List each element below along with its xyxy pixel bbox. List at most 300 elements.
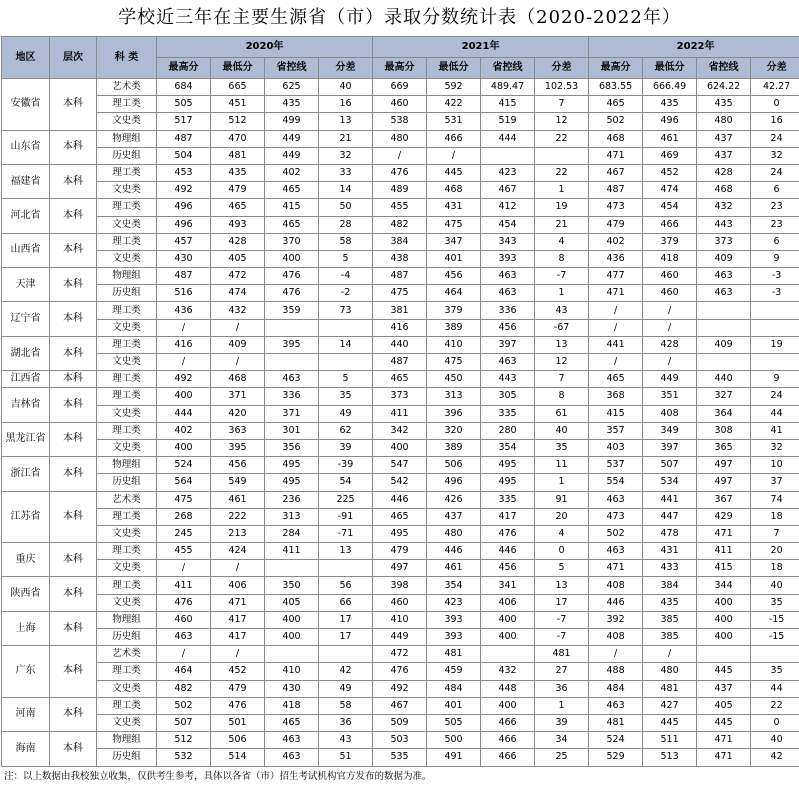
score-cell: 471 [697,525,751,542]
score-cell: 480 [643,663,697,680]
score-cell: 433 [643,560,697,577]
score-cell: 496 [643,113,697,130]
score-cell: 463 [481,354,535,371]
score-cell: 449 [265,147,319,164]
score-cell: 36 [535,680,589,697]
score-cell: 426 [427,491,481,508]
score-cell: 14 [319,182,373,199]
score-cell: 554 [589,474,643,491]
score-cell: 438 [373,250,427,267]
score-cell: 475 [427,216,481,233]
score-cell [751,646,799,663]
score-cell: 1 [535,474,589,491]
subject-cell: 理工类 [97,543,157,560]
score-cell: 481 [427,646,481,663]
table-row [2,216,799,233]
score-cell: 367 [697,491,751,508]
score-cell: 471 [589,147,643,164]
score-cell: 471 [697,749,751,766]
score-cell: 495 [265,474,319,491]
score-cell: 19 [751,336,799,353]
score-cell: 465 [265,714,319,731]
score-cell: 27 [535,663,589,680]
score-cell: 496 [427,474,481,491]
score-cell: 51 [319,749,373,766]
score-cell: -3 [751,268,799,285]
score-cell: 503 [373,732,427,749]
score-cell: 592 [427,79,481,96]
score-cell: 22 [535,130,589,147]
table-row [2,680,799,697]
score-cell: 502 [589,113,643,130]
score-cell: 0 [751,96,799,113]
score-cell: 456 [427,268,481,285]
level-cell: 本科 [50,130,97,164]
score-cell: 466 [481,714,535,731]
score-cell: 435 [643,594,697,611]
score-cell: 471 [589,285,643,302]
subject-cell: 文史类 [97,182,157,199]
score-cell: 506 [427,457,481,474]
score-cell: 476 [481,525,535,542]
score-cell: 18 [751,508,799,525]
level-cell: 本科 [50,79,97,131]
score-cell: 35 [535,439,589,456]
subject-cell: 文史类 [97,714,157,731]
score-cell: 476 [373,663,427,680]
score-cell: 13 [319,543,373,560]
score-cell: 25 [535,749,589,766]
score-cell: -4 [319,268,373,285]
score-cell: 415 [481,96,535,113]
level-header: 层次 [50,37,97,79]
score-cell: 437 [697,147,751,164]
table-row [2,147,799,164]
score-cell: 440 [373,336,427,353]
score-cell: 379 [643,233,697,250]
level-cell: 本科 [50,199,97,233]
score-cell: 481 [589,714,643,731]
score-cell: 408 [589,577,643,594]
table-row [2,629,799,646]
score-cell: 467 [589,164,643,181]
score-cell: 33 [319,164,373,181]
province-cell: 黑龙江省 [2,422,50,456]
table-row [2,233,799,250]
table-row [2,164,799,181]
score-cell: 665 [211,79,265,96]
score-cell: 497 [697,457,751,474]
level-cell: 本科 [50,732,97,766]
score-cell: 14 [319,336,373,353]
table-row [2,646,799,663]
score-cell: 411 [697,543,751,560]
score-cell [319,646,373,663]
score-cell: 431 [427,199,481,216]
score-cell: 408 [589,629,643,646]
score-cell: 359 [265,302,319,319]
score-cell: 479 [589,216,643,233]
score-cell: 363 [211,422,265,439]
score-cell: -71 [319,525,373,542]
score-cell [697,302,751,319]
table-row [2,714,799,731]
score-cell: 487 [157,268,211,285]
score-cell: 17 [535,594,589,611]
score-cell: 1 [535,697,589,714]
score-cell: 465 [373,371,427,388]
subject-cell: 文史类 [97,680,157,697]
score-cell: 460 [157,611,211,628]
metric-header: 最高分 [373,58,427,79]
province-cell: 湖北省 [2,336,50,370]
score-cell: 470 [211,130,265,147]
table-row [2,474,799,491]
score-cell: 450 [427,371,481,388]
province-cell: 上海 [2,611,50,645]
score-cell: 381 [373,302,427,319]
score-cell: 368 [589,388,643,405]
score-cell: / [589,302,643,319]
score-cell: 474 [211,285,265,302]
score-cell: 395 [265,336,319,353]
score-cell: 9 [751,250,799,267]
score-cell: 408 [643,405,697,422]
score-cell: 493 [211,216,265,233]
score-cell: 489.47 [481,79,535,96]
score-cell: 400 [157,439,211,456]
score-cell: 532 [157,749,211,766]
subject-cell: 文史类 [97,113,157,130]
score-cell: 507 [643,457,697,474]
metric-header: 最低分 [643,58,697,79]
subject-cell: 文史类 [97,405,157,422]
score-cell: 365 [697,439,751,456]
score-cell: 385 [643,629,697,646]
score-cell: 341 [481,577,535,594]
score-cell: 463 [589,697,643,714]
score-cell: 1 [535,285,589,302]
score-cell: 410 [265,663,319,680]
score-cell: 464 [157,663,211,680]
level-cell: 本科 [50,543,97,577]
score-cell: 437 [697,130,751,147]
score-cell: 343 [481,233,535,250]
score-cell: 460 [643,285,697,302]
score-cell: 476 [265,268,319,285]
score-cell: 423 [481,164,535,181]
subject-cell: 理工类 [97,96,157,113]
score-cell: 449 [643,371,697,388]
score-cell: 7 [535,371,589,388]
score-cell: 480 [373,130,427,147]
score-cell: 13 [535,336,589,353]
score-cell: 6 [751,233,799,250]
score-cell: 423 [427,594,481,611]
score-cell: 400 [481,629,535,646]
score-cell: 465 [211,199,265,216]
score-cell: 479 [211,182,265,199]
subject-cell: 理工类 [97,336,157,353]
subject-cell: 物理组 [97,457,157,474]
score-cell [751,319,799,336]
score-cell: 452 [211,663,265,680]
table-row [2,285,799,302]
score-cell: 463 [481,285,535,302]
table-row [2,405,799,422]
score-cell: 236 [265,491,319,508]
table-row [2,354,799,371]
score-cell: 409 [697,336,751,353]
score-cell: 482 [373,216,427,233]
table-row [2,732,799,749]
score-cell: 402 [265,164,319,181]
score-cell: 463 [265,732,319,749]
score-cell: / [211,560,265,577]
table-row [2,508,799,525]
score-cell: -7 [535,268,589,285]
score-cell: 624.22 [697,79,751,96]
score-cell: 401 [427,250,481,267]
score-cell: 342 [373,422,427,439]
score-cell: 389 [427,319,481,336]
subject-header: 科 类 [97,37,157,79]
score-cell: 43 [535,302,589,319]
score-cell: 424 [211,543,265,560]
province-cell: 江苏省 [2,491,50,543]
score-cell: 468 [589,130,643,147]
score-cell: 481 [535,646,589,663]
region-header: 地区 [2,37,50,79]
subject-cell: 物理组 [97,268,157,285]
subject-cell: 艺术类 [97,79,157,96]
admission-score-table [1,36,799,767]
subject-cell: 物理组 [97,611,157,628]
metric-header: 最低分 [211,58,265,79]
score-cell: 32 [751,147,799,164]
score-cell: 535 [373,749,427,766]
score-cell [319,319,373,336]
score-cell: 455 [157,543,211,560]
metric-header: 最低分 [427,58,481,79]
score-cell: 61 [535,405,589,422]
score-cell: 463 [265,371,319,388]
subject-cell: 文史类 [97,250,157,267]
score-cell: 474 [643,182,697,199]
score-cell: 412 [481,199,535,216]
score-cell: 418 [265,697,319,714]
level-cell: 本科 [50,268,97,302]
table-row [2,302,799,319]
score-cell [697,646,751,663]
score-cell [481,147,535,164]
score-cell: 456 [481,560,535,577]
score-cell: 401 [427,697,481,714]
metric-header: 省控线 [265,58,319,79]
score-cell: 480 [697,113,751,130]
score-cell: 405 [697,697,751,714]
province-cell: 广东 [2,646,50,698]
score-cell: 468 [697,182,751,199]
score-cell: 371 [265,405,319,422]
score-cell: 398 [373,577,427,594]
score-cell: 4 [535,233,589,250]
score-cell: 459 [427,663,481,680]
score-cell: 517 [157,113,211,130]
score-cell: 41 [751,422,799,439]
level-cell: 本科 [50,371,97,388]
score-cell: 489 [373,182,427,199]
score-cell: 4 [535,525,589,542]
score-cell: 410 [373,611,427,628]
score-cell: 432 [211,302,265,319]
score-cell: / [643,302,697,319]
subject-cell: 文史类 [97,354,157,371]
score-cell: 437 [697,680,751,697]
metric-header: 最高分 [157,58,211,79]
score-cell: 512 [211,113,265,130]
score-cell: 431 [643,543,697,560]
score-cell: 456 [481,319,535,336]
score-cell: 385 [643,611,697,628]
score-cell: 502 [157,697,211,714]
score-cell: 102.53 [535,79,589,96]
score-cell: 463 [697,285,751,302]
score-cell: 451 [211,96,265,113]
score-cell: 475 [373,285,427,302]
score-cell: 36 [319,714,373,731]
score-cell: 454 [643,199,697,216]
score-cell: 39 [319,439,373,456]
score-cell: 49 [319,405,373,422]
score-cell: 349 [643,422,697,439]
year-header-2020: 2020年 [157,37,373,58]
score-cell: -7 [535,611,589,628]
score-cell: 445 [697,714,751,731]
score-cell [535,147,589,164]
score-cell: -15 [751,611,799,628]
score-cell: 356 [265,439,319,456]
score-cell: 472 [373,646,427,663]
score-cell: -67 [535,319,589,336]
score-cell: 504 [157,147,211,164]
score-cell: / [643,354,697,371]
score-cell: 74 [751,491,799,508]
metric-header: 分差 [535,58,589,79]
year-header-2021: 2021年 [373,37,589,58]
subject-cell: 理工类 [97,302,157,319]
score-cell: 35 [319,388,373,405]
score-cell: 23 [751,216,799,233]
score-cell: 20 [535,508,589,525]
score-cell: 393 [427,629,481,646]
score-cell: 420 [211,405,265,422]
subject-cell: 历史组 [97,147,157,164]
score-cell: 476 [265,285,319,302]
score-cell: 42 [319,663,373,680]
score-cell: 466 [481,732,535,749]
province-cell: 天津 [2,268,50,302]
score-cell: 476 [373,164,427,181]
score-cell: 445 [643,714,697,731]
score-cell: / [157,560,211,577]
level-cell: 本科 [50,646,97,698]
score-cell: 410 [427,336,481,353]
score-cell: 435 [211,164,265,181]
score-cell: 373 [373,388,427,405]
score-cell: 448 [481,680,535,697]
score-cell: 0 [535,543,589,560]
score-cell: 497 [697,474,751,491]
score-cell: 280 [481,422,535,439]
score-cell: 9 [751,371,799,388]
score-cell: 460 [643,268,697,285]
subject-cell: 物理组 [97,732,157,749]
score-cell: 684 [157,79,211,96]
score-cell: 432 [697,199,751,216]
score-cell: 461 [211,491,265,508]
score-cell: / [211,319,265,336]
score-cell: 505 [157,96,211,113]
score-cell: 487 [373,268,427,285]
score-cell: 327 [697,388,751,405]
score-cell: 443 [481,371,535,388]
province-cell: 山西省 [2,233,50,267]
score-cell: 23 [751,199,799,216]
score-cell: 444 [157,405,211,422]
subject-cell: 理工类 [97,164,157,181]
score-cell: / [427,147,481,164]
score-cell: 409 [211,336,265,353]
score-cell: 305 [481,388,535,405]
score-cell: 514 [211,749,265,766]
score-cell [697,319,751,336]
score-cell: 56 [319,577,373,594]
score-cell: 531 [427,113,481,130]
score-cell: 495 [373,525,427,542]
score-cell: 446 [373,491,427,508]
score-cell: 446 [427,543,481,560]
score-cell: -15 [751,629,799,646]
score-cell: 40 [535,422,589,439]
score-cell: 400 [265,250,319,267]
score-cell: 460 [373,594,427,611]
score-cell: 336 [265,388,319,405]
subject-cell: 历史组 [97,285,157,302]
score-cell: 24 [751,130,799,147]
metric-header: 分差 [319,58,373,79]
score-cell: 40 [751,732,799,749]
score-cell: 10 [751,457,799,474]
score-cell: 488 [589,663,643,680]
score-cell: 320 [427,422,481,439]
table-row [2,577,799,594]
province-cell: 吉林省 [2,388,50,422]
table-row [2,491,799,508]
score-cell: 683.55 [589,79,643,96]
score-cell: 301 [265,422,319,439]
score-cell: 417 [481,508,535,525]
score-cell: 32 [751,439,799,456]
score-cell: 464 [427,285,481,302]
metric-header: 省控线 [697,58,751,79]
score-cell: 17 [319,611,373,628]
score-cell: 268 [157,508,211,525]
table-body [2,79,799,767]
table-row [2,96,799,113]
score-cell: 500 [427,732,481,749]
score-cell: 476 [157,594,211,611]
